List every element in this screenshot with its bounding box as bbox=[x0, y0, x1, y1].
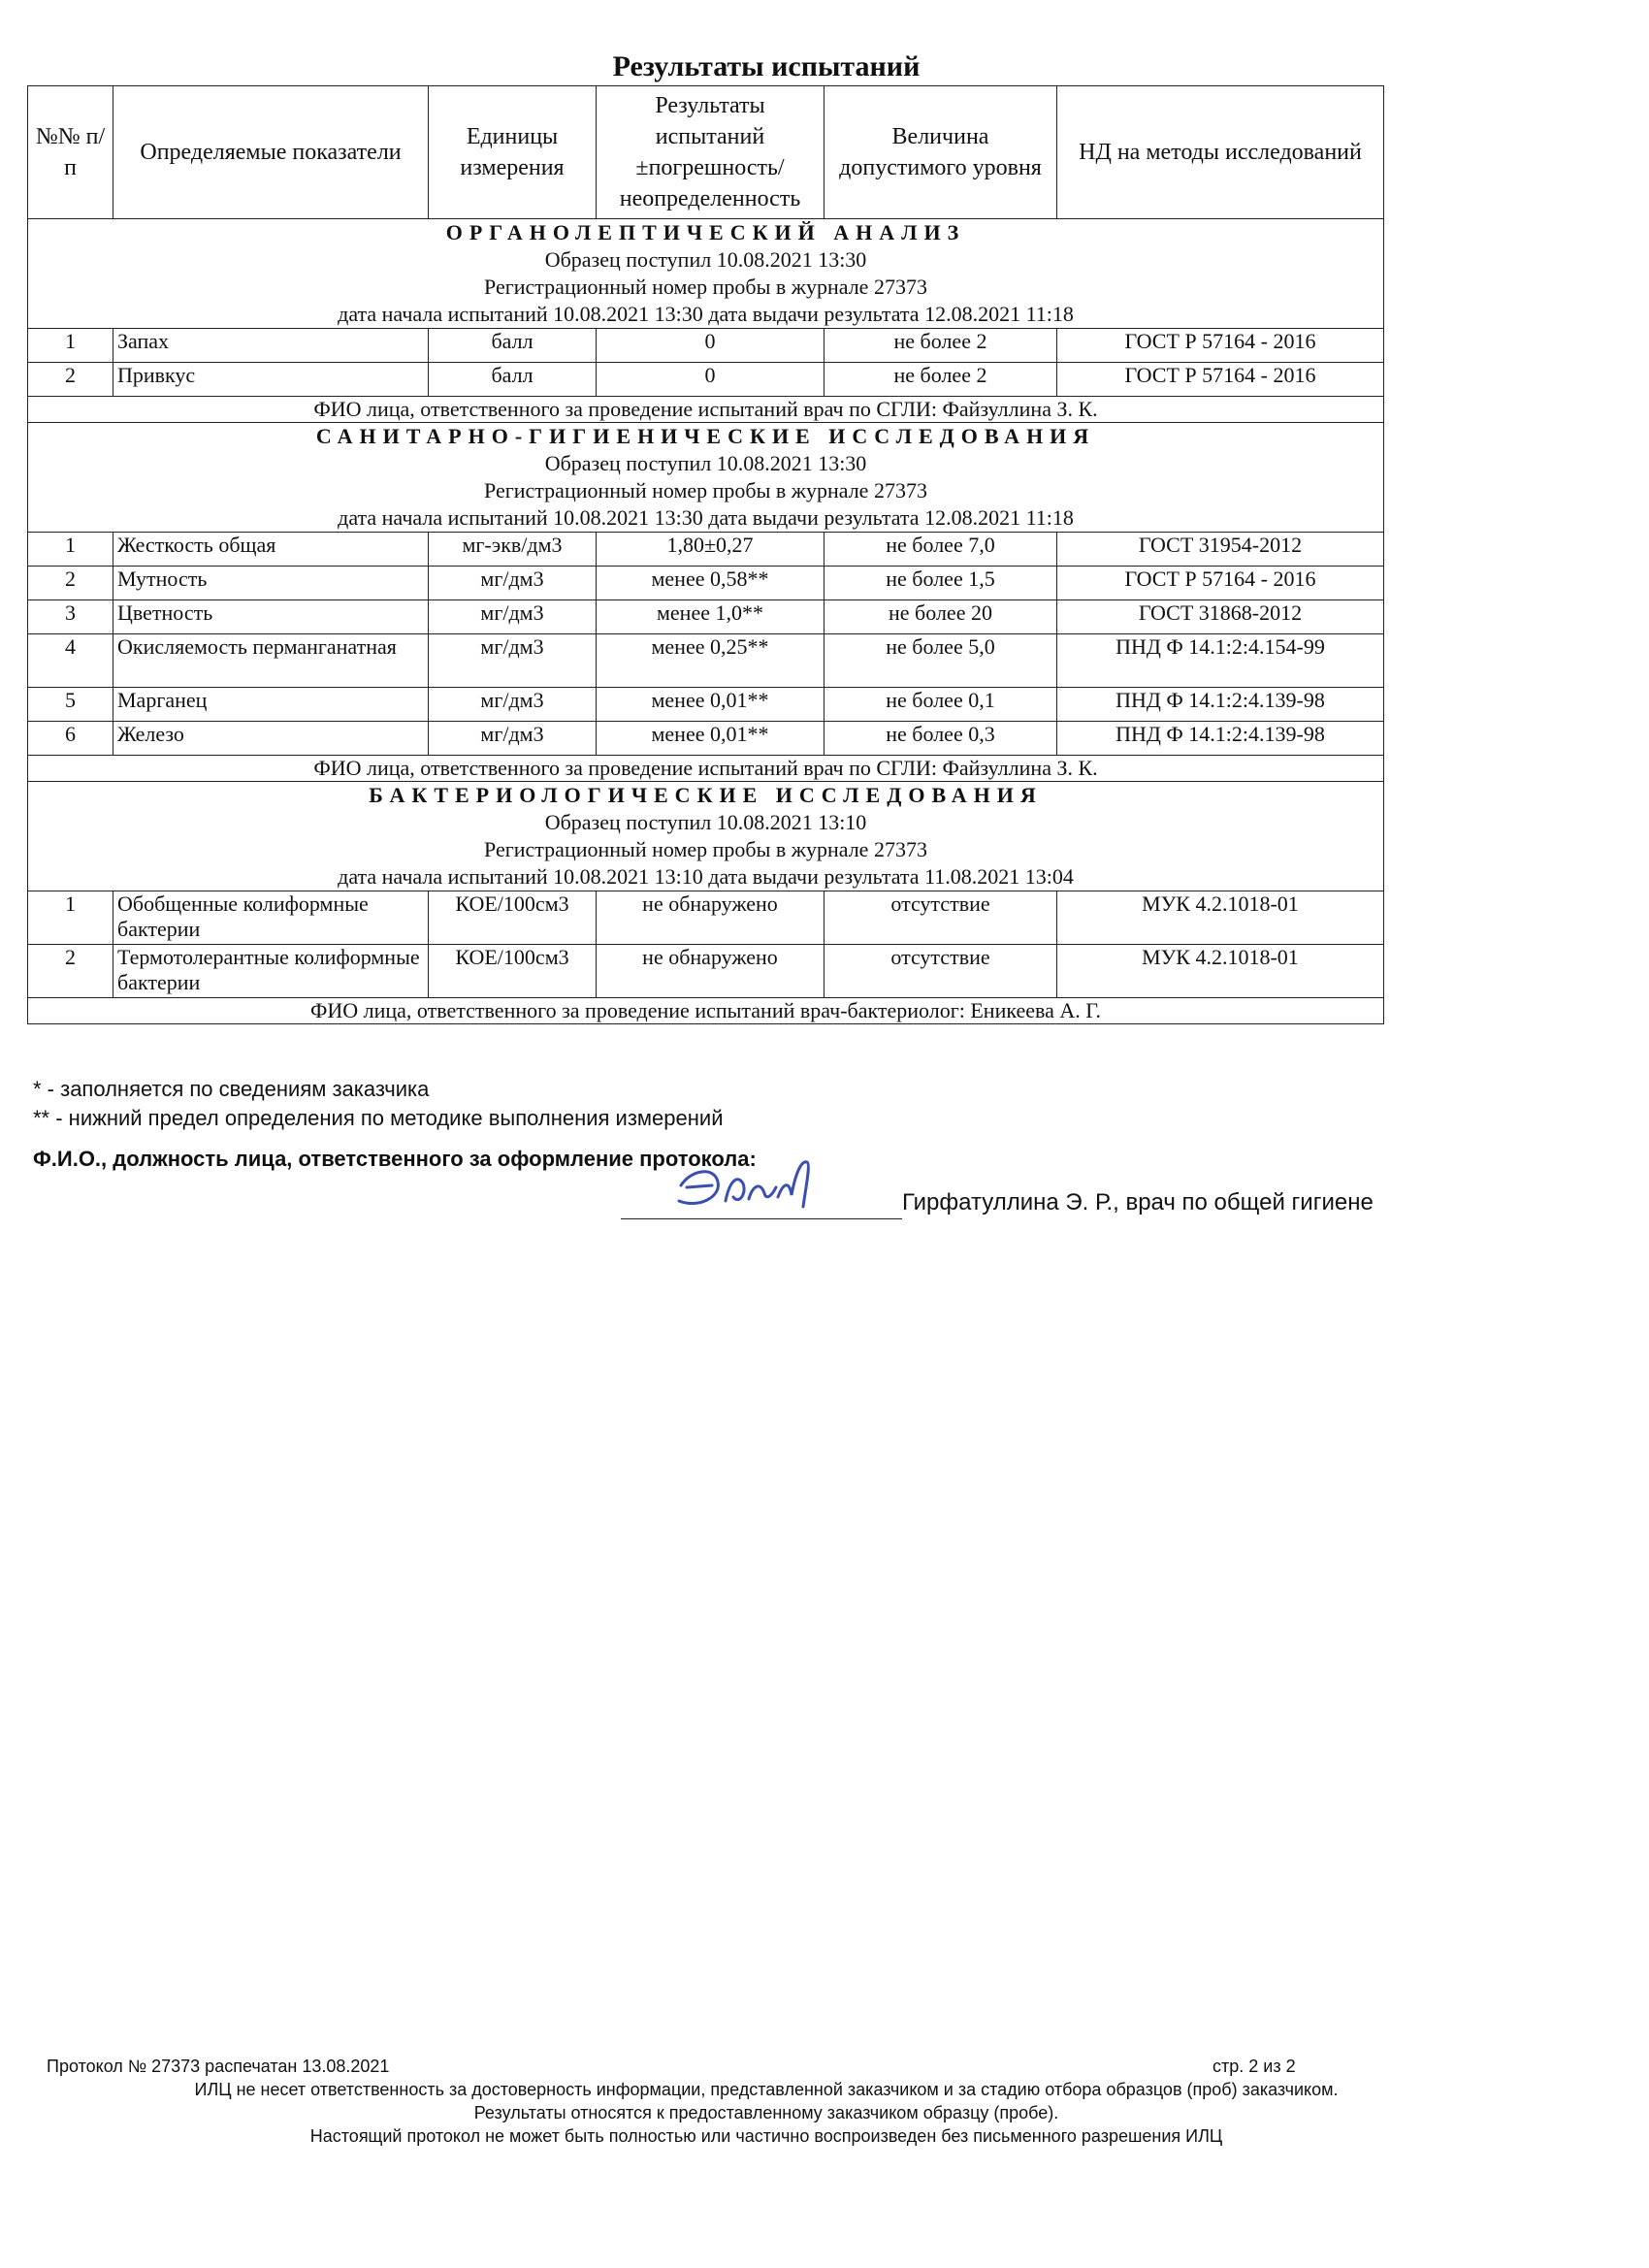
row-method: ГОСТ Р 57164 - 2016 bbox=[1057, 363, 1384, 397]
section-responsible-row bbox=[28, 756, 1384, 782]
footer-protocol: Протокол № 27373 распечатан 13.08.2021 bbox=[47, 2057, 390, 2076]
section-received: Образец поступил 10.08.2021 13:30 bbox=[544, 247, 867, 272]
header-method: НД на методы исследований bbox=[1057, 86, 1384, 219]
section-heading-bacteriological bbox=[28, 782, 1384, 891]
table-row bbox=[28, 600, 1384, 634]
row-result: не обнаружено bbox=[597, 891, 824, 945]
row-unit: КОЕ/100см3 bbox=[429, 891, 597, 945]
row-indicator: Цветность bbox=[113, 600, 429, 634]
row-limit: отсутствие bbox=[824, 945, 1057, 998]
section-dates: дата начала испытаний 10.08.2021 13:30 дата выдачи результата 12.08.2021 11:18 bbox=[338, 505, 1074, 530]
row-method: ГОСТ Р 57164 - 2016 bbox=[1057, 567, 1384, 600]
row-result: не обнаружено bbox=[597, 945, 824, 998]
row-indicator: Обобщенные колиформные бактерии bbox=[113, 891, 429, 945]
row-limit: не более 2 bbox=[824, 329, 1057, 363]
row-limit: отсутствие bbox=[824, 891, 1057, 945]
row-indicator: Окисляемость перманганатная bbox=[113, 634, 429, 688]
footer-disclaimer-2: Результаты относятся к предоставленному заказчиком образцу (пробе). bbox=[473, 2103, 1059, 2122]
section-registration: Регистрационный номер пробы в журнале 27373 bbox=[484, 275, 927, 299]
signature-line bbox=[621, 1218, 902, 1219]
results-table bbox=[27, 85, 1384, 1024]
row-unit: мг-экв/дм3 bbox=[429, 533, 597, 567]
footer-disclaimer-3: Настоящий протокол не может быть полностью или частично воспроизведен без письменного разрешения ИЛЦ bbox=[309, 2126, 1223, 2146]
row-limit: не более 0,1 bbox=[824, 688, 1057, 722]
table-row bbox=[28, 533, 1384, 567]
row-unit: мг/дм3 bbox=[429, 600, 597, 634]
row-num: 6 bbox=[28, 722, 113, 756]
section-responsible-row bbox=[28, 998, 1384, 1024]
header-indicator: Определяемые показатели bbox=[113, 86, 429, 219]
row-unit: КОЕ/100см3 bbox=[429, 945, 597, 998]
row-unit: балл bbox=[429, 329, 597, 363]
row-method: МУК 4.2.1018-01 bbox=[1057, 891, 1384, 945]
responsible-name: Гирфатуллина Э. Р., врач по общей гигиене bbox=[902, 1189, 1374, 1215]
row-method: ПНД Ф 14.1:2:4.154-99 bbox=[1057, 634, 1384, 688]
table-row bbox=[28, 945, 1384, 998]
section-title: БАКТЕРИОЛОГИЧЕСКИЕ ИССЛЕДОВАНИЯ bbox=[369, 783, 1043, 807]
row-num: 5 bbox=[28, 688, 113, 722]
row-indicator: Термотолерантные колиформные бактерии bbox=[113, 945, 429, 998]
section-registration: Регистрационный номер пробы в журнале 27373 bbox=[484, 478, 927, 502]
row-num: 2 bbox=[28, 945, 113, 998]
row-limit: не более 2 bbox=[824, 363, 1057, 397]
section-received: Образец поступил 10.08.2021 13:10 bbox=[544, 810, 867, 834]
footer-page-number: стр. 2 из 2 bbox=[1212, 2057, 1296, 2076]
responsible-label: Ф.И.О., должность лица, ответственного за оформление протокола: bbox=[33, 1147, 757, 1171]
footnote-2: ** - нижний предел определения по методике выполнения измерений bbox=[33, 1106, 724, 1130]
header-result: Результаты испытаний ±погрешность/ неопределенность bbox=[597, 86, 824, 219]
row-result: менее 0,01** bbox=[597, 722, 824, 756]
table-row bbox=[28, 567, 1384, 600]
row-num: 1 bbox=[28, 329, 113, 363]
row-unit: мг/дм3 bbox=[429, 567, 597, 600]
row-unit: мг/дм3 bbox=[429, 722, 597, 756]
row-num: 2 bbox=[28, 363, 113, 397]
row-result: 1,80±0,27 bbox=[597, 533, 824, 567]
table-row bbox=[28, 634, 1384, 688]
row-limit: не более 0,3 bbox=[824, 722, 1057, 756]
section-received: Образец поступил 10.08.2021 13:30 bbox=[544, 451, 867, 475]
row-limit: не более 1,5 bbox=[824, 567, 1057, 600]
row-unit: балл bbox=[429, 363, 597, 397]
row-num: 1 bbox=[28, 533, 113, 567]
header-unit: Единицы измерения bbox=[429, 86, 597, 219]
table-row bbox=[28, 363, 1384, 397]
row-method: МУК 4.2.1018-01 bbox=[1057, 945, 1384, 998]
row-num: 3 bbox=[28, 600, 113, 634]
section-heading-sanitary bbox=[28, 423, 1384, 533]
row-indicator: Запах bbox=[113, 329, 429, 363]
row-result: 0 bbox=[597, 363, 824, 397]
row-method: ПНД Ф 14.1:2:4.139-98 bbox=[1057, 722, 1384, 756]
section-responsible: ФИО лица, ответственного за проведение испытаний врач по СГЛИ: Файзуллина З. К. bbox=[28, 397, 1384, 423]
table-row bbox=[28, 891, 1384, 945]
section-responsible: ФИО лица, ответственного за проведение испытаний врач-бактериолог: Еникеева А. Г. bbox=[28, 998, 1384, 1024]
row-limit: не более 5,0 bbox=[824, 634, 1057, 688]
row-method: ГОСТ Р 57164 - 2016 bbox=[1057, 329, 1384, 363]
row-method: ПНД Ф 14.1:2:4.139-98 bbox=[1057, 688, 1384, 722]
row-result: менее 0,58** bbox=[597, 567, 824, 600]
row-limit: не более 20 bbox=[824, 600, 1057, 634]
footnotes bbox=[33, 1075, 723, 1133]
row-indicator: Железо bbox=[113, 722, 429, 756]
row-indicator: Жесткость общая bbox=[113, 533, 429, 567]
row-unit: мг/дм3 bbox=[429, 634, 597, 688]
section-dates: дата начала испытаний 10.08.2021 13:10 дата выдачи результата 11.08.2021 13:04 bbox=[338, 864, 1074, 889]
section-title: САНИТАРНО-ГИГИЕНИЧЕСКИЕ ИССЛЕДОВАНИЯ bbox=[315, 424, 1096, 448]
section-title: ОРГАНОЛЕПТИЧЕСКИЙ АНАЛИЗ bbox=[445, 220, 966, 244]
section-responsible: ФИО лица, ответственного за проведение испытаний врач по СГЛИ: Файзуллина З. К. bbox=[28, 756, 1384, 782]
row-indicator: Мутность bbox=[113, 567, 429, 600]
row-result: менее 0,25** bbox=[597, 634, 824, 688]
row-result: менее 0,01** bbox=[597, 688, 824, 722]
row-result: 0 bbox=[597, 329, 824, 363]
row-indicator: Марганец bbox=[113, 688, 429, 722]
row-method: ГОСТ 31868-2012 bbox=[1057, 600, 1384, 634]
row-method: ГОСТ 31954-2012 bbox=[1057, 533, 1384, 567]
section-registration: Регистрационный номер пробы в журнале 27373 bbox=[484, 837, 927, 861]
row-result: менее 1,0** bbox=[597, 600, 824, 634]
row-unit: мг/дм3 bbox=[429, 688, 597, 722]
section-dates: дата начала испытаний 10.08.2021 13:30 дата выдачи результата 12.08.2021 11:18 bbox=[338, 302, 1074, 326]
table-header-row bbox=[28, 86, 1384, 219]
footer-disclaimer-1: ИЛЦ не несет ответственность за достоверность информации, представленной заказчиком и за стадию отбора образцов (проб) заказчиком. bbox=[194, 2080, 1339, 2099]
section-heading-organoleptic bbox=[28, 219, 1384, 329]
section-responsible-row bbox=[28, 397, 1384, 423]
table-row bbox=[28, 722, 1384, 756]
handwritten-signature bbox=[669, 1152, 844, 1222]
header-limit: Величина допустимого уровня bbox=[824, 86, 1057, 219]
header-num: №№ п/п bbox=[28, 86, 113, 219]
row-num: 2 bbox=[28, 567, 113, 600]
footnote-1: * - заполняется по сведениям заказчика bbox=[33, 1077, 430, 1101]
row-num: 4 bbox=[28, 634, 113, 688]
row-num: 1 bbox=[28, 891, 113, 945]
page-title: Результаты испытаний bbox=[612, 50, 921, 82]
row-limit: не более 7,0 bbox=[824, 533, 1057, 567]
table-row bbox=[28, 688, 1384, 722]
table-row bbox=[28, 329, 1384, 363]
row-indicator: Привкус bbox=[113, 363, 429, 397]
